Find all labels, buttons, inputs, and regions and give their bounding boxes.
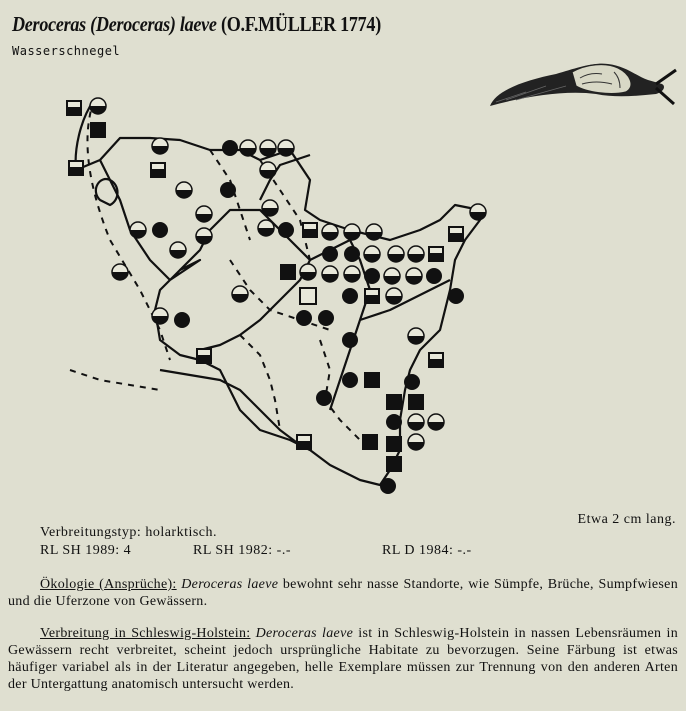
oekologie-paragraph: [8, 576, 678, 610]
verbreitung-text: ist in Schleswig-Holstein in nassen Lebensräumen in Gewässern recht verbreitet, scheint jedoch ursprüngliche Habitate zu bevorzugen. Seine Färbung ist etwas häufiger variabel als in der Literatur angegeben, helle Exemplare müssen zur Trennung von den anderen Arten der Untergattung anatomisch untersucht werden.: [8, 626, 678, 692]
author: (O.F.MÜLLER 1774): [220, 12, 381, 36]
verbreitung-species: Deroceras laeve: [255, 626, 354, 641]
verbreitung-heading: Verbreitung in Schleswig-Holstein:: [40, 626, 251, 641]
species: laeve: [179, 12, 217, 36]
slug-illustration-icon: [486, 52, 682, 112]
subgenus: (Deroceras): [90, 12, 176, 36]
rl-sh-1982: RL SH 1982: -.-: [193, 543, 291, 558]
genus: Deroceras: [12, 12, 86, 36]
rl-sh-1989: RL SH 1989: 4: [40, 543, 132, 558]
page-title: [12, 12, 381, 37]
oekologie-text: bewohnt sehr nasse Standorte, wie Sümpfe, Brüche, Sumpfwiesen und die Uferzone von Gewässern.: [8, 577, 678, 609]
oekologie-heading: Ökologie (Ansprüche):: [40, 577, 177, 592]
distribution-map-icon: [60, 90, 500, 500]
common-name: Wasserschnegel: [12, 44, 121, 58]
size-note: Etwa 2 cm lang.: [577, 512, 676, 527]
verbreitungstyp: Verbreitungstyp: holarktisch.: [40, 525, 218, 540]
rl-d-1984: RL D 1984: -.-: [382, 543, 472, 558]
verbreitung-paragraph: [8, 625, 678, 693]
oekologie-species: Deroceras laeve: [181, 577, 279, 592]
